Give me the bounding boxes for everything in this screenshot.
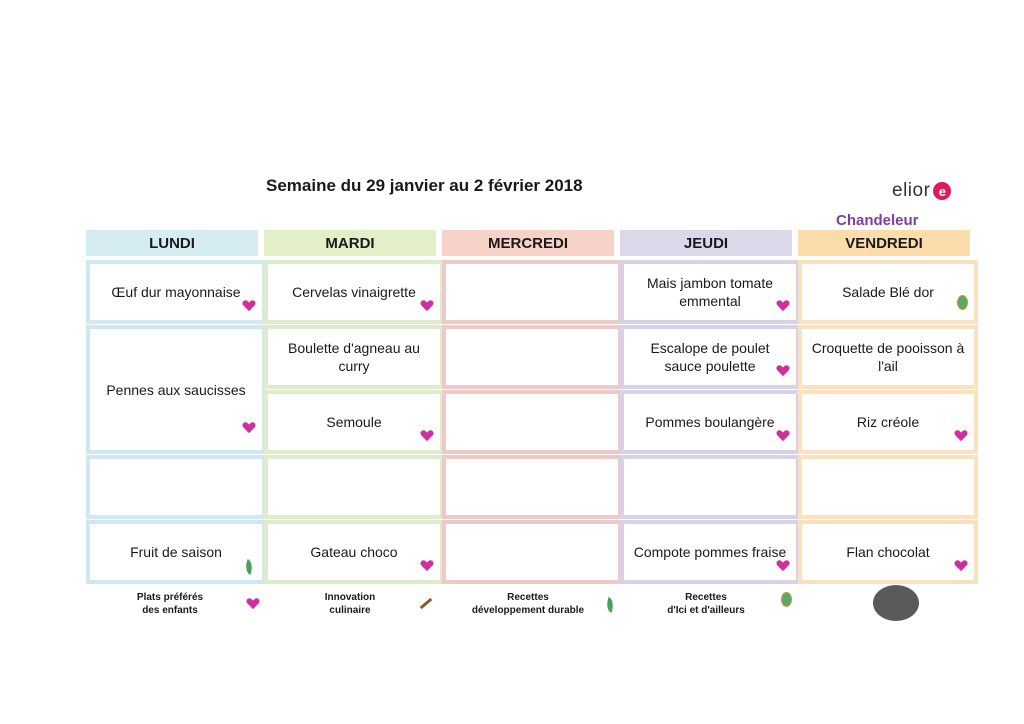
cell-mercredi-empty bbox=[442, 390, 622, 454]
column-mercredi bbox=[442, 230, 614, 256]
cell-lundi-plat bbox=[86, 325, 266, 454]
legend-label: culinaire bbox=[329, 605, 371, 616]
legend-item-durable bbox=[460, 591, 596, 617]
legend-label: des enfants bbox=[142, 605, 198, 616]
cell-lundi-empty bbox=[86, 455, 266, 519]
globe-icon bbox=[781, 592, 792, 607]
dish-name: Cervelas vinaigrette bbox=[292, 284, 416, 300]
cell-mercredi-empty bbox=[442, 520, 622, 584]
heart-icon bbox=[422, 560, 432, 574]
cell-vendredi-dessert bbox=[798, 520, 978, 584]
dish-name: Pennes aux saucisses bbox=[106, 381, 246, 398]
day-header-mercredi: MERCREDI bbox=[442, 230, 614, 256]
dish-name: Escalope de poulet sauce poulette bbox=[650, 340, 770, 374]
day-header-lundi: LUNDI bbox=[86, 230, 258, 256]
dish-name: Riz créole bbox=[856, 414, 920, 430]
heart-icon bbox=[956, 430, 966, 444]
heart-icon bbox=[422, 430, 432, 444]
brand-logo bbox=[892, 180, 951, 202]
column-jeudi bbox=[620, 230, 792, 560]
legend-label: Plats préférés bbox=[136, 592, 204, 603]
globe-icon bbox=[957, 295, 968, 310]
day-header-vendredi: VENDREDI bbox=[798, 230, 970, 256]
cell-vendredi-plat bbox=[798, 325, 978, 389]
legend-item-innovation bbox=[290, 591, 410, 617]
dish-name: Mais jambon tomate emmental bbox=[646, 275, 774, 309]
magic-wand-icon bbox=[420, 598, 433, 609]
legend-item-favorites bbox=[110, 591, 230, 617]
dish-name: Compote pommes fraise bbox=[633, 544, 787, 560]
day-header-jeudi: JEUDI bbox=[620, 230, 792, 256]
cell-vendredi-empty bbox=[798, 455, 978, 519]
cell-jeudi-plat bbox=[620, 325, 800, 389]
legend-label: d'Ici et d'ailleurs bbox=[667, 605, 745, 616]
cell-jeudi-entree bbox=[620, 260, 800, 324]
cell-mardi-dessert bbox=[264, 520, 444, 584]
dish-name: Gateau choco bbox=[310, 544, 398, 560]
brand-name: elior bbox=[892, 180, 931, 201]
dish-name: Pommes boulangère bbox=[645, 414, 775, 430]
heart-icon bbox=[778, 430, 788, 444]
heart-icon bbox=[244, 300, 254, 314]
day-header-mardi: MARDI bbox=[264, 230, 436, 256]
cell-mercredi-empty bbox=[442, 325, 622, 389]
heart-icon bbox=[778, 300, 788, 314]
cell-mercredi-empty bbox=[442, 260, 622, 324]
dish-name: Croquette de pooisson à l'ail bbox=[811, 340, 965, 374]
column-vendredi bbox=[798, 230, 970, 560]
leaf-icon bbox=[243, 559, 255, 575]
cell-vendredi-entree bbox=[798, 260, 978, 324]
legend-item-ailleurs bbox=[646, 591, 766, 617]
legend-label: Recettes bbox=[685, 592, 727, 603]
heart-icon bbox=[778, 365, 788, 379]
column-lundi bbox=[86, 230, 258, 560]
dish-name: Œuf dur mayonnaise bbox=[111, 284, 241, 300]
heart-icon bbox=[248, 598, 258, 612]
partner-badge-icon bbox=[873, 585, 919, 621]
cell-lundi-dessert bbox=[86, 520, 266, 584]
page-title: Semaine du 29 janvier au 2 février 2018 bbox=[266, 176, 583, 195]
cell-mardi-empty bbox=[264, 455, 444, 519]
cell-vendredi-accompagnement bbox=[798, 390, 978, 454]
brand-mark-icon: e bbox=[933, 182, 951, 200]
dish-name: Salade Blé dor bbox=[842, 284, 934, 300]
special-event-label: Chandeleur bbox=[836, 212, 919, 229]
cell-mercredi-empty bbox=[442, 455, 622, 519]
cell-mardi-entree bbox=[264, 260, 444, 324]
legend-label: Innovation bbox=[324, 592, 376, 603]
cell-jeudi-empty bbox=[620, 455, 800, 519]
legend-label: Recettes bbox=[507, 592, 549, 603]
heart-icon bbox=[778, 560, 788, 574]
dish-name: Boulette d'agneau au curry bbox=[288, 340, 420, 374]
cell-jeudi-accompagnement bbox=[620, 390, 800, 454]
heart-icon bbox=[244, 422, 254, 436]
leaf-icon bbox=[604, 597, 616, 613]
legend-label: développement durable bbox=[471, 605, 585, 616]
dish-name: Fruit de saison bbox=[130, 544, 222, 560]
cell-mardi-accompagnement bbox=[264, 390, 444, 454]
heart-icon bbox=[956, 560, 966, 574]
column-mardi bbox=[264, 230, 436, 560]
cell-lundi-entree bbox=[86, 260, 266, 324]
cell-mardi-plat bbox=[264, 325, 444, 389]
dish-name: Flan chocolat bbox=[846, 544, 930, 560]
dish-name: Semoule bbox=[326, 414, 382, 430]
cell-jeudi-dessert bbox=[620, 520, 800, 584]
heart-icon bbox=[422, 300, 432, 314]
